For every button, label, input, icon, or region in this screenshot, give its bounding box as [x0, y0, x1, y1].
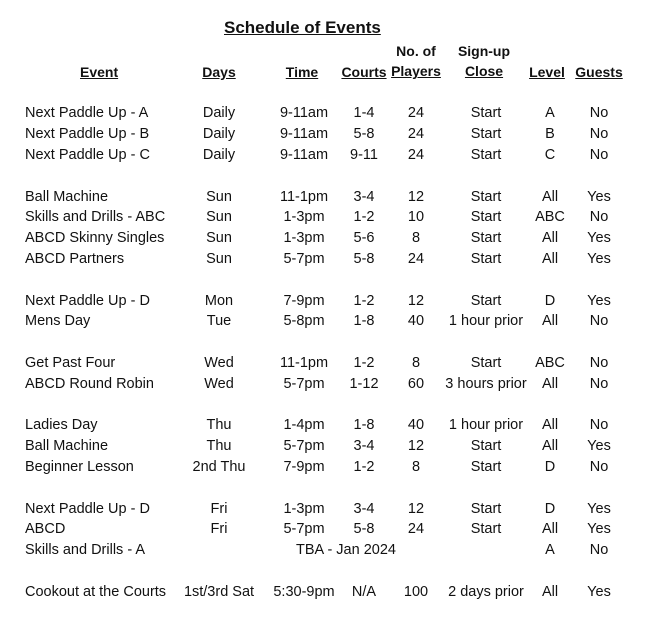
cell-close: Start: [470, 147, 502, 163]
cell-event: Skills and Drills - ABC: [25, 209, 166, 225]
cell-close: Start: [470, 209, 502, 225]
cell-guests: Yes: [587, 189, 611, 205]
cell-close: Start: [470, 501, 502, 517]
table-row: [0, 228, 652, 248]
cell-courts: 1-12: [349, 376, 379, 392]
cell-guests: No: [589, 417, 609, 433]
cell-time: 5-7pm: [283, 251, 325, 267]
cell-courts: 3-4: [353, 501, 375, 517]
cell-days: Daily: [202, 147, 236, 163]
cell-close: 1 hour prior: [448, 417, 524, 433]
cell-players: 10: [407, 209, 425, 225]
cell-time: 5:30-9pm: [273, 584, 335, 600]
cell-event: Next Paddle Up - B: [25, 126, 150, 142]
cell-level: All: [541, 438, 559, 454]
cell-level: C: [544, 147, 556, 163]
cell-event: Next Paddle Up - D: [25, 501, 150, 517]
table-row: [0, 374, 652, 394]
table-row: [0, 436, 652, 456]
table-row: [0, 124, 652, 144]
page-title: Schedule of Events: [224, 18, 381, 37]
cell-level: All: [541, 251, 559, 267]
header-days: Days: [202, 64, 236, 80]
cell-close: Start: [470, 189, 502, 205]
table-row: [0, 353, 652, 373]
cell-players: 12: [407, 293, 425, 309]
cell-courts: N/A: [351, 584, 377, 600]
cell-level: B: [545, 126, 555, 142]
table-row: [0, 249, 652, 269]
cell-players: 12: [407, 438, 425, 454]
cell-level: All: [541, 521, 559, 537]
cell-time: 1-3pm: [283, 230, 325, 246]
cell-courts: 5-8: [353, 521, 375, 537]
cell-level: All: [541, 230, 559, 246]
cell-days: Sun: [206, 230, 232, 246]
cell-guests: No: [589, 105, 609, 121]
cell-time: 11-1pm: [279, 189, 329, 205]
cell-event: Skills and Drills - A: [25, 542, 146, 558]
cell-event: Mens Day: [25, 313, 91, 329]
header-close-bottom: Close: [464, 63, 504, 79]
cell-guests: Yes: [587, 501, 611, 517]
cell-event: ABCD Round Robin: [25, 376, 154, 392]
cell-event: Ladies Day: [25, 417, 98, 433]
cell-time: 1-3pm: [283, 209, 325, 225]
cell-guests: Yes: [587, 230, 611, 246]
cell-days: 2nd Thu: [192, 459, 246, 475]
cell-event: ABCD: [25, 521, 66, 537]
cell-days: Sun: [206, 251, 232, 267]
cell-level: All: [541, 584, 559, 600]
cell-close: Start: [470, 438, 502, 454]
cell-level: ABC: [535, 209, 565, 225]
cell-days: Thu: [206, 438, 232, 454]
cell-days: 1st/3rd Sat: [183, 584, 255, 600]
cell-event: Beginner Lesson: [25, 459, 134, 475]
cell-time: 11-1pm: [279, 355, 329, 371]
cell-players: 12: [407, 501, 425, 517]
cell-courts: 1-2: [353, 355, 375, 371]
cell-time: 7-9pm: [283, 293, 325, 309]
cell-courts: 1-2: [353, 209, 375, 225]
cell-time: 5-8pm: [283, 313, 325, 329]
cell-players: 24: [407, 251, 425, 267]
cell-players: 8: [411, 459, 421, 475]
cell-days: Fri: [210, 501, 228, 517]
cell-players: 40: [407, 417, 425, 433]
cell-courts: 1-2: [353, 293, 375, 309]
cell-close: Start: [470, 251, 502, 267]
cell-level: All: [541, 189, 559, 205]
cell-days: Tue: [206, 313, 232, 329]
cell-close: Start: [470, 459, 502, 475]
cell-days: Daily: [202, 126, 236, 142]
cell-time: 5-7pm: [283, 521, 325, 537]
header-players-bottom: Players: [391, 63, 441, 79]
cell-close: Start: [470, 126, 502, 142]
cell-level: D: [544, 293, 556, 309]
cell-event: Next Paddle Up - C: [25, 147, 150, 163]
table-row: [0, 207, 652, 227]
cell-level: D: [544, 459, 556, 475]
cell-close: 3 hours prior: [445, 376, 527, 392]
cell-close: Start: [470, 230, 502, 246]
cell-time: 5-7pm: [283, 438, 325, 454]
cell-time: 1-3pm: [283, 501, 325, 517]
cell-days: Wed: [204, 355, 234, 371]
cell-event: Next Paddle Up - D: [25, 293, 150, 309]
cell-level: ABC: [535, 355, 565, 371]
cell-guests: Yes: [587, 521, 611, 537]
table-row: [0, 145, 652, 165]
cell-players: 8: [411, 355, 421, 371]
cell-close: 1 hour prior: [448, 313, 524, 329]
cell-close: Start: [470, 105, 502, 121]
cell-players: 24: [407, 521, 425, 537]
cell-level: D: [544, 501, 556, 517]
cell-event: ABCD Skinny Singles: [25, 230, 165, 246]
cell-guests: No: [589, 313, 609, 329]
cell-close: Start: [470, 521, 502, 537]
cell-guests: Yes: [587, 293, 611, 309]
cell-courts: 1-8: [353, 313, 375, 329]
cell-guests: No: [589, 376, 609, 392]
cell-time: 7-9pm: [283, 459, 325, 475]
table-row: [0, 415, 652, 435]
cell-level: All: [541, 417, 559, 433]
cell-players: 24: [407, 147, 425, 163]
header-players: [388, 41, 444, 81]
cell-guests: No: [589, 147, 609, 163]
header-event: Event: [80, 64, 119, 80]
cell-courts: 5-6: [353, 230, 375, 246]
cell-guests: Yes: [587, 251, 611, 267]
cell-days: Thu: [206, 417, 232, 433]
table-row: [0, 457, 652, 477]
cell-close: Start: [470, 355, 502, 371]
cell-courts: 3-4: [353, 189, 375, 205]
cell-time: 9-11am: [279, 105, 329, 121]
cell-level: All: [541, 313, 559, 329]
cell-time: 1-4pm: [283, 417, 325, 433]
cell-guests: No: [589, 542, 609, 558]
cell-courts: 1-4: [353, 105, 375, 121]
cell-courts: 1-2: [353, 459, 375, 475]
cell-time: 9-11am: [279, 126, 329, 142]
header-close: [452, 41, 516, 81]
table-row: [0, 311, 652, 331]
cell-courts: 5-8: [353, 251, 375, 267]
cell-level: A: [545, 542, 555, 558]
table-row: [0, 499, 652, 519]
cell-time: 5-7pm: [283, 376, 325, 392]
cell-guests: Yes: [587, 584, 611, 600]
cell-event: Cookout at the Courts: [25, 584, 167, 600]
table-row: [0, 519, 652, 539]
table-row: [0, 187, 652, 207]
cell-courts: 3-4: [353, 438, 375, 454]
cell-guests: No: [589, 126, 609, 142]
cell-close: Start: [470, 293, 502, 309]
cell-players: 8: [411, 230, 421, 246]
cell-days: Mon: [204, 293, 234, 309]
cell-guests: Yes: [587, 438, 611, 454]
header-time: Time: [285, 64, 319, 80]
cell-days: Wed: [204, 376, 234, 392]
header-close-top: Sign-up: [457, 43, 511, 59]
cell-note: TBA - Jan 2024: [296, 542, 396, 558]
cell-time: 9-11am: [279, 147, 329, 163]
cell-event: Get Past Four: [25, 355, 116, 371]
cell-event: Ball Machine: [25, 438, 109, 454]
cell-level: A: [545, 105, 555, 121]
cell-days: Fri: [210, 521, 228, 537]
cell-players: 24: [407, 105, 425, 121]
cell-courts: 1-8: [353, 417, 375, 433]
cell-days: Sun: [206, 189, 232, 205]
cell-level: All: [541, 376, 559, 392]
cell-event: Ball Machine: [25, 189, 109, 205]
cell-courts: 5-8: [353, 126, 375, 142]
cell-close: 2 days prior: [448, 584, 524, 600]
table-row: [0, 540, 652, 560]
table-row: [0, 103, 652, 123]
cell-players: 40: [407, 313, 425, 329]
cell-event: Next Paddle Up - A: [25, 105, 149, 121]
cell-courts: 9-11: [350, 147, 378, 163]
header-level: Level: [529, 64, 565, 80]
cell-days: Sun: [206, 209, 232, 225]
cell-guests: No: [589, 355, 609, 371]
cell-guests: No: [589, 459, 609, 475]
header-guests: Guests: [575, 64, 623, 80]
header-courts: Courts: [341, 64, 387, 80]
header-players-top: No. of: [396, 43, 436, 59]
cell-players: 60: [407, 376, 425, 392]
table-row: [0, 291, 652, 311]
cell-guests: No: [589, 209, 609, 225]
cell-players: 100: [403, 584, 429, 600]
cell-players: 12: [407, 189, 425, 205]
cell-players: 24: [407, 126, 425, 142]
table-row: [0, 582, 652, 602]
cell-event: ABCD Partners: [25, 251, 125, 267]
cell-days: Daily: [202, 105, 236, 121]
